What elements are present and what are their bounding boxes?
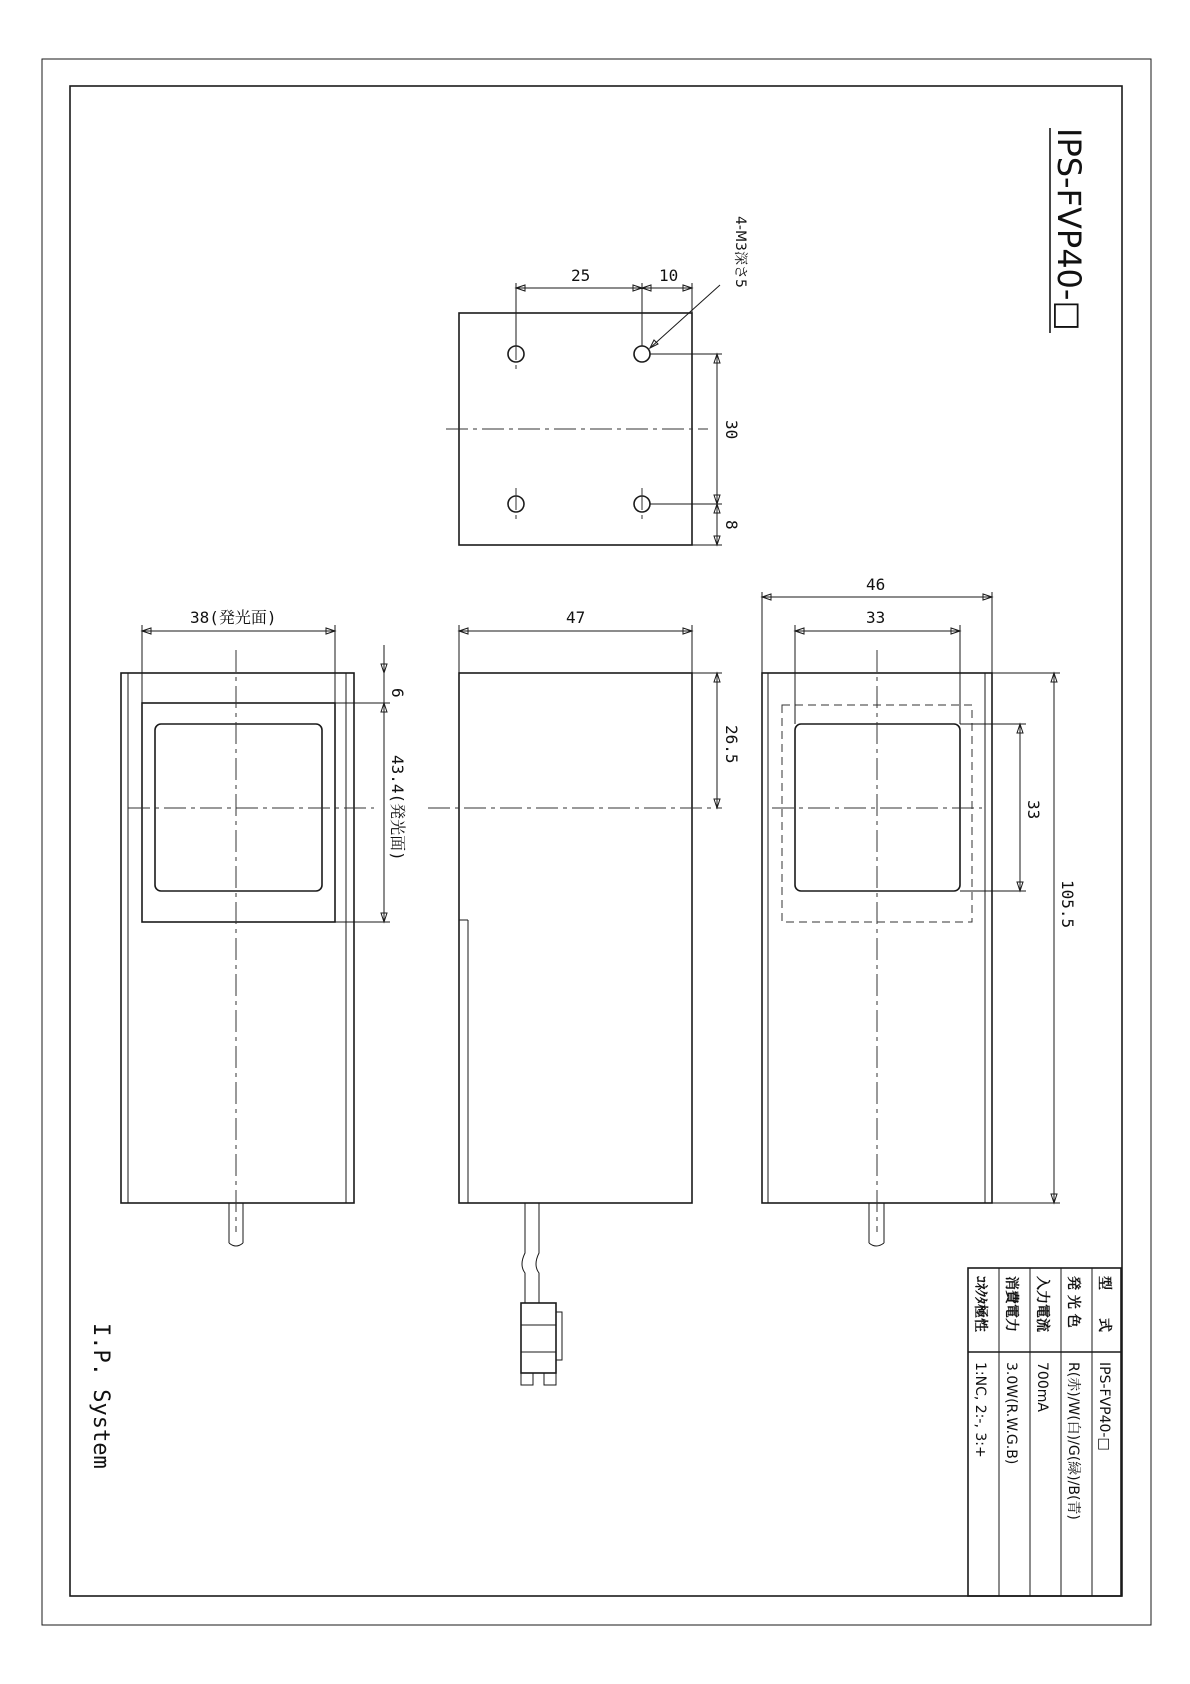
spec-label-polarity: ｺﾈｸﾀ極性 [972,1276,988,1332]
mount-hole [634,346,650,362]
connector [521,1303,556,1373]
mount-hole [634,488,650,522]
spec-value-current: 700mA [1034,1362,1050,1412]
drawing-title: IPS-FVP40-□ [1050,128,1088,331]
spec-value-power: 3.0W(R.W.G.B) [1003,1362,1019,1465]
front-view [121,608,407,1246]
dim-25: 25 [571,266,591,285]
spec-value-model: IPS-FVP40-□ [1096,1362,1112,1451]
dim-26-5: 26.5 [722,725,741,764]
spec-label-power: 消費電力 [1003,1276,1019,1332]
dim-30: 30 [722,420,741,440]
spec-value-polarity: 1:NC, 2:-, 3:+ [972,1362,988,1458]
spec-table [968,1268,1121,1596]
maker-label: I.P. System [88,1323,113,1469]
dim-6: 6 [388,688,407,698]
top-view [446,216,748,545]
dim-105-5: 105.5 [1058,880,1077,929]
dim-47: 47 [566,608,586,627]
side-view [428,608,741,1385]
hole-note: 4-M3深さ5 [732,216,748,288]
spec-label-current: 入力電流 [1034,1276,1050,1332]
dim-10: 10 [659,266,679,285]
spec-label-color: 発 光 色 [1065,1276,1081,1328]
dim-46: 46 [866,575,886,594]
dim-33-height: 33 [1024,800,1043,820]
dim-33-width: 33 [866,608,886,627]
dim-38-emit: 38(発光面) [190,608,277,627]
dim-43-4-emit: 43.4(発光面) [388,755,407,861]
spec-value-color: R(赤)/W(白)/G(緑)/B(青) [1065,1362,1081,1520]
dim-8: 8 [722,520,741,530]
mount-hole [508,488,524,522]
spec-label-model: 型 式 [1096,1276,1112,1332]
back-view [762,575,1077,1246]
